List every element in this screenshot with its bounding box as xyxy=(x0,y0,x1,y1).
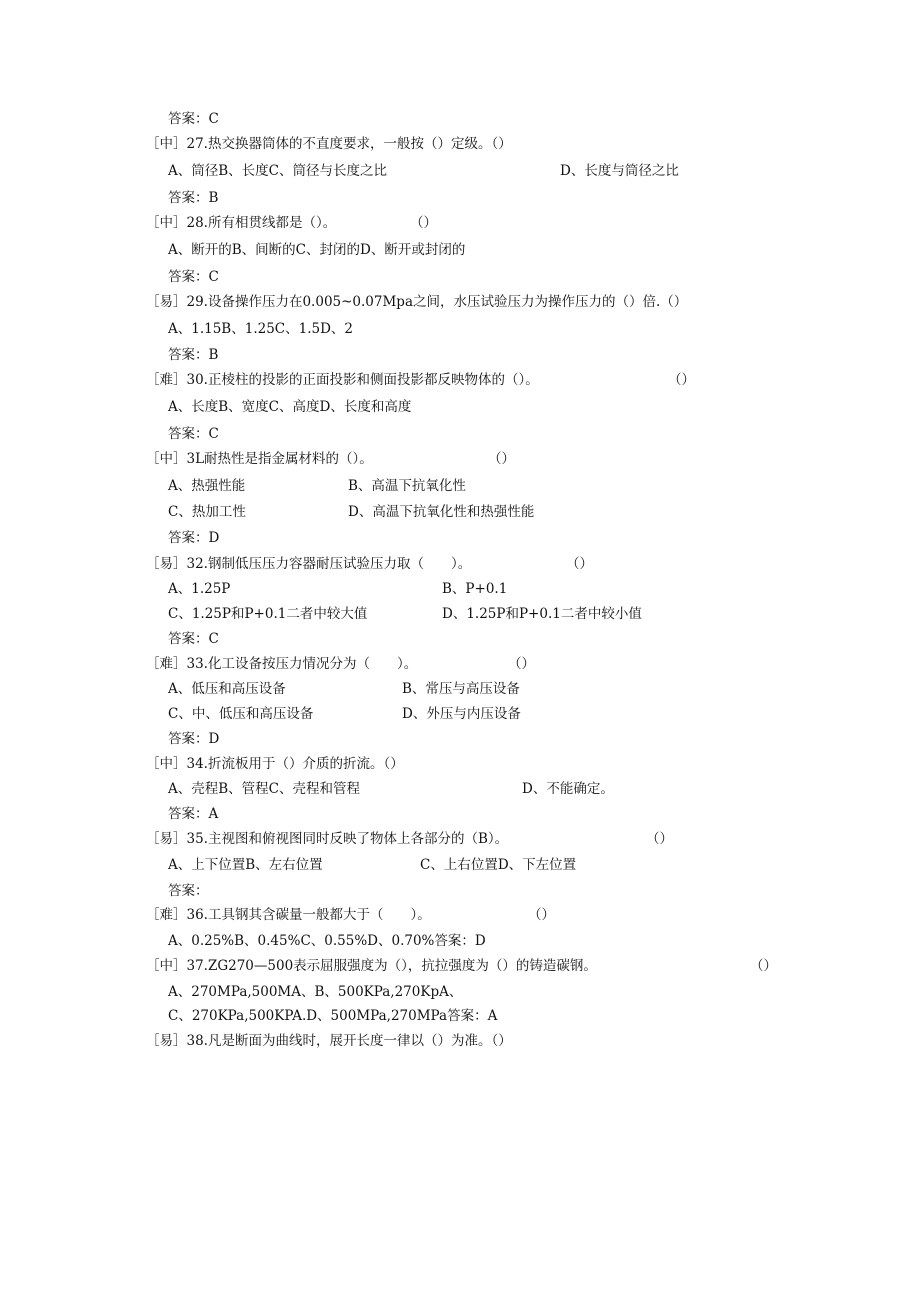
option-line: B、P+0.1 xyxy=(442,581,508,597)
option-line: A、1.15B、1.25C、1.5D、2 xyxy=(168,321,353,337)
option-line: B、常压与高压设备 xyxy=(402,681,520,697)
option-line: A、断开的B、间断的C、封闭的D、断开或封闭的 xyxy=(168,242,466,258)
question-27: ［中］27.热交换器筒体的不直度要求，一般按（）定级。（） xyxy=(146,136,512,152)
answer-line: 答案：D xyxy=(168,731,220,747)
answer-line: 答案：B xyxy=(168,190,219,206)
option-line: A、壳程B、管程C、壳程和管程 xyxy=(168,781,360,797)
answer-line: 答案：B xyxy=(168,347,219,363)
question-34: ［中］34.折流板用于（）介质的折流。（） xyxy=(146,756,404,772)
answer-line: 答案：C xyxy=(168,631,219,647)
option-line: A、热强性能 xyxy=(168,478,246,494)
option-line: D、1.25P和P+0.1二者中较小值 xyxy=(442,606,642,622)
question-30: ［难］30.正棱柱的投影的正面投影和侧面投影都反映物体的（）。 xyxy=(146,372,539,388)
bracket-mark: （） xyxy=(410,215,437,231)
bracket-mark: （） xyxy=(646,831,673,847)
answer-line: 答案：C xyxy=(168,426,219,442)
option-line: C、上右位置D、下左位置 xyxy=(420,857,577,873)
option-line: A、上下位置B、左右位置 xyxy=(168,857,323,873)
option-line: D、不能确定。 xyxy=(522,781,614,797)
answer-line: 答案：D xyxy=(168,530,220,546)
bracket-mark: （） xyxy=(566,556,593,572)
bracket-mark: （） xyxy=(668,372,695,388)
question-38: ［易］38.凡是断面为曲线时，展开长度一律以（）为准。（） xyxy=(146,1033,512,1049)
question-37: ［中］37.ZG270—500表示屈服强度为（），抗拉强度为（）的铸造碳钢。 xyxy=(146,958,597,974)
option-line: A、长度B、宽度C、高度D、长度和高度 xyxy=(168,399,412,415)
option-line: C、中、低压和高压设备 xyxy=(168,706,314,722)
bracket-mark: （） xyxy=(488,451,515,467)
answer-line: 答案：C xyxy=(168,269,219,285)
option-line: D、高温下抗氧化性和热强性能 xyxy=(348,504,535,520)
option-line: B、高温下抗氧化性 xyxy=(348,478,466,494)
question-32: ［易］32.钢制低压压力容器耐压试验压力取（ ）。 xyxy=(146,556,472,572)
option-line: A、270MPa,500MA、B、500KPa,270KpA、 xyxy=(168,984,463,1000)
bracket-mark: （） xyxy=(508,656,535,672)
question-29: ［易］29.设备操作压力在0.005~0.07Mpa之间，水压试验压力为操作压力的（）倍.（） xyxy=(146,294,688,310)
option-line: C、270KPa,500KPA.D、500MPa,270MPa答案：A xyxy=(168,1008,498,1024)
option-line: A、0.25%B、0.45%C、0.55%D、0.70%答案：D xyxy=(168,933,486,949)
bracket-mark: （） xyxy=(750,958,777,974)
question-28: ［中］28.所有相贯线都是（）。 xyxy=(146,215,337,231)
answer-line: 答案： xyxy=(168,883,209,899)
option-line: D、长度与筒径之比 xyxy=(560,163,679,179)
answer-line: 答案：A xyxy=(168,806,219,822)
bracket-mark: （） xyxy=(528,907,555,923)
option-line: C、热加工性 xyxy=(168,504,246,520)
question-33: ［难］33.化工设备按压力情况分为（ ）。 xyxy=(146,656,418,672)
question-31: ［中］3L耐热性是指金属材料的（）。 xyxy=(146,451,373,467)
option-line: D、外压与内压设备 xyxy=(402,706,521,722)
option-line: C、1.25P和P+0.1二者中较大值 xyxy=(168,606,368,622)
option-line: A、低压和高压设备 xyxy=(168,681,286,697)
answer-line: 答案：C xyxy=(168,111,219,127)
question-36: ［难］36.工具钢其含碳量一般都大于（ ）。 xyxy=(146,907,431,923)
option-line: A、筒径B、长度C、筒径与长度之比 xyxy=(168,163,387,179)
option-line: A、1.25P xyxy=(168,581,231,597)
question-35: ［易］35.主视图和俯视图同时反映了物体上各部分的（B）。 xyxy=(146,831,509,847)
